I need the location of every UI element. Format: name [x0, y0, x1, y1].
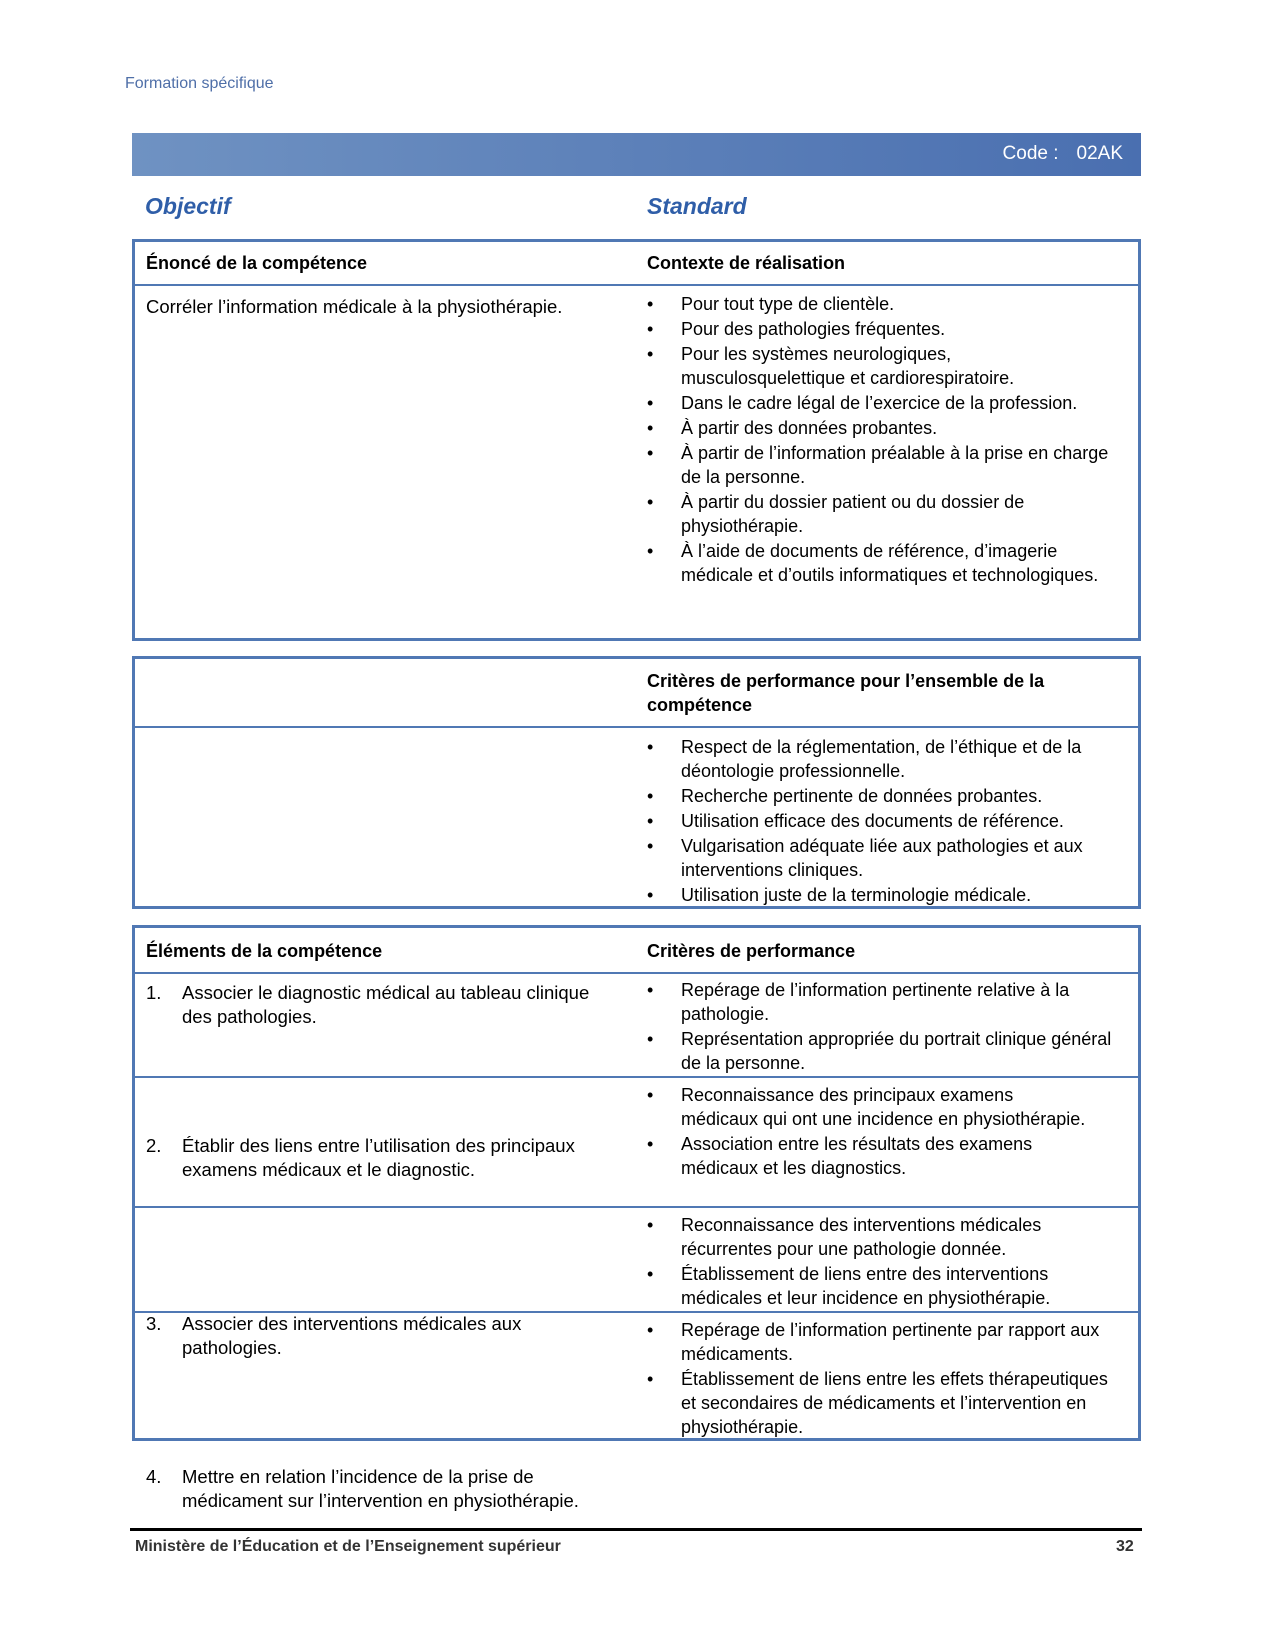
footer-rule [130, 1528, 1142, 1531]
element-text: Associer le diagnostic médical au tableau clinique des pathologies. [182, 982, 590, 1027]
list-item: • Reconnaissance des principaux examens médicaux qui ont une incidence en physiothérapie. [647, 1083, 1087, 1131]
enonce-heading: Énoncé de la compétence [146, 253, 368, 273]
element-text: Associer des interventions médicales aux pathologies. [182, 1313, 522, 1358]
criteria-heading: Critères de performance pour l’ensemble de la compétence [647, 671, 1045, 715]
standard-heading: Standard [647, 193, 747, 219]
list-item: • Association entre les résultats des examens médicaux et les diagnostics. [647, 1132, 1087, 1180]
footer-ministry: Ministère de l’Éducation et de l’Enseignement supérieur [135, 1538, 561, 1555]
list-item: • Recherche pertinente de données probantes. [647, 784, 1117, 808]
list-item: • Vulgarisation adéquate liée aux pathologies et aux interventions cliniques. [647, 834, 1117, 882]
enonce-box [132, 239, 1141, 641]
competence-statement: Corréler l’information médicale à la physiothérapie. [146, 296, 563, 317]
list-item: • Repérage de l’information pertinente relative à la pathologie. [647, 978, 1117, 1026]
element-number: 2. [146, 1135, 162, 1156]
list-item: • Utilisation efficace des documents de référence. [647, 809, 1117, 833]
divider [135, 1311, 1138, 1313]
list-item: • À partir de l’information préalable à la prise en charge de la personne. [647, 441, 1117, 489]
element-number: 1. [146, 982, 162, 1003]
criteria-box [132, 656, 1141, 909]
code-label: Code : [1002, 143, 1059, 164]
code-banner [132, 133, 1141, 176]
list-item: • Pour des pathologies fréquentes. [647, 317, 1117, 341]
list-item: • Reconnaissance des interventions médicales récurrentes pour une pathologie donnée. [647, 1213, 1117, 1261]
contexte-list [647, 292, 1117, 588]
list-item: • À l’aide de documents de référence, d’imagerie médicale et d’outils informatiques et technologiques. [647, 539, 1117, 587]
element-criteria-3 [647, 1213, 1117, 1311]
divider [135, 1076, 1138, 1078]
contexte-heading: Contexte de réalisation [647, 253, 846, 273]
page-number: 32 [1116, 1538, 1134, 1555]
elements-box [132, 925, 1141, 1511]
element-row-1 [146, 981, 612, 1029]
elements-heading: Éléments de la compétence [146, 941, 383, 961]
list-item: • À partir des données probantes. [647, 416, 1117, 440]
element-row-4 [146, 1465, 612, 1513]
list-item: • Utilisation juste de la terminologie médicale. [647, 883, 1117, 907]
element-text: Mettre en relation l’incidence de la prise de médicament sur l’intervention en physiothérapie. [182, 1466, 579, 1511]
code-value: 02AK [1076, 143, 1123, 164]
element-criteria-4 [647, 1318, 1127, 1440]
list-item: • À partir du dossier patient ou du dossier de physiothérapie. [647, 490, 1117, 538]
divider [135, 972, 1138, 974]
element-text: Établir des liens entre l’utilisation des principaux examens médicaux et le diagnostic. [182, 1135, 575, 1180]
list-item: • Établissement de liens entre les effets thérapeutiques et secondaires de médicaments et l’intervention en physiothérapie. [647, 1367, 1127, 1439]
code-indicator [1003, 143, 1123, 165]
element-number: 4. [146, 1466, 162, 1487]
element-criteria-2 [647, 1083, 1087, 1181]
element-criteria-1 [647, 978, 1117, 1076]
criteria-list [647, 735, 1117, 908]
list-item: • Établissement de liens entre des interventions médicales et leur incidence en physiothérapie. [647, 1262, 1117, 1310]
divider [135, 726, 1138, 728]
element-row-2 [146, 1134, 582, 1182]
divider [135, 284, 1138, 286]
list-item: • Représentation appropriée du portrait clinique général de la personne. [647, 1027, 1117, 1075]
objectif-heading: Objectif [145, 193, 231, 219]
running-title: Formation spécifique [125, 75, 274, 92]
list-item: • Pour tout type de clientèle. [647, 292, 1117, 316]
list-item: • Dans le cadre légal de l’exercice de la profession. [647, 391, 1117, 415]
performance-heading: Critères de performance [647, 941, 856, 961]
list-item: • Repérage de l’information pertinente par rapport aux médicaments. [647, 1318, 1127, 1366]
list-item: • Pour les systèmes neurologiques, musculosquelettique et cardiorespiratoire. [647, 342, 1117, 390]
element-number: 3. [146, 1313, 162, 1334]
divider [135, 1206, 1138, 1208]
element-row-3 [146, 1312, 612, 1360]
list-item: • Respect de la réglementation, de l’éthique et de la déontologie professionnelle. [647, 735, 1117, 783]
